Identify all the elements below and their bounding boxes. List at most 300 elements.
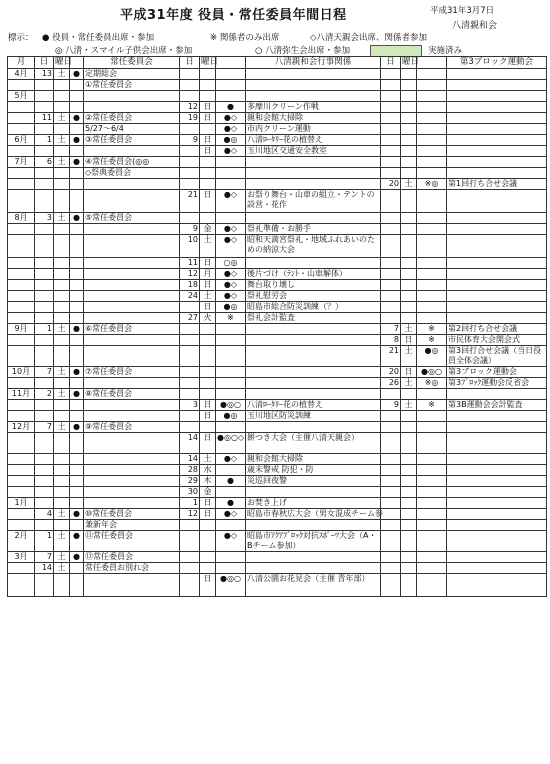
cell-day-2: 21: [180, 190, 200, 213]
cell-mark-3: [417, 520, 447, 531]
cell-month: [8, 80, 35, 91]
cell-event: [246, 367, 381, 378]
table-row: [8, 146, 547, 157]
cell-mark-2: [216, 69, 246, 80]
cell-weekday-2: [200, 179, 216, 190]
cell-month: [8, 411, 35, 422]
cell-day-3: [381, 313, 401, 324]
cell-month: [8, 574, 35, 597]
cell-mark-2: ●◇: [216, 269, 246, 280]
cell-mark: [70, 487, 84, 498]
cell-weekday: 土: [54, 324, 70, 335]
cell-weekday-2: [200, 563, 216, 574]
cell-mark-3: [417, 213, 447, 224]
cell-mark: [70, 476, 84, 487]
cell-day-2: 27: [180, 313, 200, 324]
cell-month: [8, 224, 35, 235]
cell-weekday: [54, 146, 70, 157]
cell-day-3: [381, 531, 401, 552]
cell-mark-2: ●◇: [216, 146, 246, 157]
cell-block-event: [447, 302, 547, 313]
cell-month: [8, 465, 35, 476]
cell-committee: ⑥常任委員会: [84, 324, 180, 335]
cell-day: 11: [35, 113, 54, 124]
cell-month: [8, 400, 35, 411]
cell-mark: ●: [70, 389, 84, 400]
cell-day: 2: [35, 389, 54, 400]
cell-weekday: [54, 433, 70, 454]
cell-mark-3: [417, 313, 447, 324]
cell-day-2: [180, 324, 200, 335]
cell-day-3: [381, 433, 401, 454]
cell-weekday-2: 日: [200, 400, 216, 411]
cell-month: 5月: [8, 91, 35, 102]
cell-weekday-3: [401, 487, 417, 498]
cell-weekday: [54, 190, 70, 213]
cell-month: [8, 258, 35, 269]
table-row: [8, 69, 547, 80]
cell-committee: [84, 179, 180, 190]
cell-mark-2: [216, 389, 246, 400]
cell-weekday-3: [401, 113, 417, 124]
cell-block-event: [447, 102, 547, 113]
table-row: [8, 422, 547, 433]
cell-committee: [84, 258, 180, 269]
cell-day-3: 9: [381, 400, 401, 411]
cell-weekday: [54, 411, 70, 422]
cell-day: [35, 258, 54, 269]
cell-day-2: [180, 411, 200, 422]
cell-day: [35, 574, 54, 597]
cell-block-event: [447, 157, 547, 168]
cell-weekday-2: 土: [200, 235, 216, 258]
cell-mark-2: [216, 422, 246, 433]
cell-month: [8, 346, 35, 367]
cell-mark: ●: [70, 422, 84, 433]
cell-day-3: [381, 291, 401, 302]
cell-mark: [70, 411, 84, 422]
cell-block-event: [447, 389, 547, 400]
cell-weekday-2: [200, 124, 216, 135]
cell-event: 舞台取り壊し: [246, 280, 381, 291]
cell-day: 1: [35, 135, 54, 146]
table-row: [8, 367, 547, 378]
cell-weekday-3: 土: [401, 346, 417, 367]
table-row: [8, 113, 547, 124]
cell-mark-3: ●◎: [417, 346, 447, 367]
cell-weekday-2: [200, 213, 216, 224]
cell-mark-2: ●: [216, 102, 246, 113]
cell-day-3: 26: [381, 378, 401, 389]
cell-day-3: [381, 146, 401, 157]
cell-mark-3: [417, 135, 447, 146]
legend-label: 標示：: [8, 33, 34, 43]
cell-weekday-3: 土: [401, 179, 417, 190]
cell-month: 7月: [8, 157, 35, 168]
cell-day-2: [180, 80, 200, 91]
cell-committee: 兼新年会: [84, 520, 180, 531]
cell-mark-3: [417, 80, 447, 91]
cell-mark-2: ●◇: [216, 454, 246, 465]
cell-mark-2: ●◇: [216, 531, 246, 552]
cell-day: [35, 124, 54, 135]
cell-day: [35, 498, 54, 509]
cell-block-event: [447, 313, 547, 324]
cell-day: [35, 335, 54, 346]
cell-mark-3: ※◎: [417, 179, 447, 190]
cell-weekday: [54, 346, 70, 367]
cell-day-3: [381, 269, 401, 280]
cell-day: [35, 190, 54, 213]
cell-day-2: 11: [180, 258, 200, 269]
header-weekday: 曜日: [55, 57, 73, 67]
cell-month: [8, 269, 35, 280]
cell-mark: [70, 498, 84, 509]
cell-committee: ⑫常任委員会: [84, 552, 180, 563]
cell-committee: [84, 454, 180, 465]
cell-mark-3: [417, 269, 447, 280]
cell-weekday-3: [401, 476, 417, 487]
cell-block-event: [447, 269, 547, 280]
cell-mark: [70, 346, 84, 367]
cell-committee: 5/27～6/4: [84, 124, 180, 135]
cell-day-2: [180, 213, 200, 224]
cell-day: [35, 346, 54, 367]
cell-day-3: [381, 509, 401, 520]
cell-committee: [84, 411, 180, 422]
cell-event: 親和会館大掃除: [246, 454, 381, 465]
cell-committee: [84, 476, 180, 487]
cell-mark-3: [417, 69, 447, 80]
header-weekday-3: 曜日: [402, 57, 420, 67]
cell-event: 八清公園お花見会（主催 青年部）: [246, 574, 381, 597]
cell-day-2: 14: [180, 454, 200, 465]
cell-day-3: [381, 476, 401, 487]
cell-committee: [84, 346, 180, 367]
cell-block-event: 第3ブロック運動会: [447, 367, 547, 378]
cell-month: 8月: [8, 213, 35, 224]
cell-day-3: [381, 302, 401, 313]
cell-block-event: [447, 433, 547, 454]
cell-event: 後片づけ（ﾃﾝﾄ・山車解体）: [246, 269, 381, 280]
cell-month: [8, 509, 35, 520]
cell-mark-3: [417, 102, 447, 113]
table-row: [8, 102, 547, 113]
header-mark-2: [216, 57, 246, 69]
table-row: [8, 324, 547, 335]
cell-weekday-3: [401, 135, 417, 146]
cell-weekday-3: [401, 411, 417, 422]
cell-weekday: [54, 302, 70, 313]
cell-mark: [70, 302, 84, 313]
cell-month: 2月: [8, 531, 35, 552]
cell-day: [35, 291, 54, 302]
legend-item-tenshin: ◇八清天親会出席、関係者参加: [310, 33, 428, 43]
cell-block-event: [447, 213, 547, 224]
cell-day-3: [381, 124, 401, 135]
cell-block-event: [447, 113, 547, 124]
cell-day-2: 12: [180, 509, 200, 520]
cell-event: [246, 168, 381, 179]
cell-mark: [70, 235, 84, 258]
cell-committee: ③常任委員会: [84, 135, 180, 146]
cell-day: [35, 80, 54, 91]
cell-block-event: [447, 80, 547, 91]
cell-day-2: [180, 378, 200, 389]
cell-weekday-2: [200, 91, 216, 102]
cell-day-3: 21: [381, 346, 401, 367]
table-row: [8, 400, 547, 411]
cell-mark: [70, 335, 84, 346]
cell-month: [8, 378, 35, 389]
cell-day-2: 28: [180, 465, 200, 476]
table-row: [8, 378, 547, 389]
cell-day-2: [180, 520, 200, 531]
cell-block-event: [447, 476, 547, 487]
cell-weekday-2: 日: [200, 509, 216, 520]
cell-mark-3: [417, 422, 447, 433]
table-header-row: [8, 57, 547, 69]
cell-month: [8, 235, 35, 258]
cell-mark-3: [417, 411, 447, 422]
cell-day: [35, 454, 54, 465]
cell-committee: ②常任委員会: [84, 113, 180, 124]
cell-mark-3: [417, 487, 447, 498]
cell-block-event: [447, 224, 547, 235]
table-row: [8, 531, 547, 552]
document-date: 平成31年3月7日: [430, 6, 495, 16]
cell-mark-3: [417, 574, 447, 597]
cell-weekday-2: [200, 552, 216, 563]
cell-month: [8, 302, 35, 313]
cell-day: [35, 313, 54, 324]
cell-month: [8, 563, 35, 574]
cell-block-event: [447, 520, 547, 531]
cell-event: [246, 563, 381, 574]
cell-weekday-2: 水: [200, 465, 216, 476]
cell-day-2: [180, 146, 200, 157]
cell-event: 餅つき大会（主催八清天親会）: [246, 433, 381, 454]
cell-day-2: 30: [180, 487, 200, 498]
cell-day: 3: [35, 213, 54, 224]
table-row: [8, 346, 547, 367]
cell-event: [246, 520, 381, 531]
cell-weekday-2: 日: [200, 113, 216, 124]
cell-event: [246, 91, 381, 102]
cell-committee: [84, 433, 180, 454]
cell-weekday-2: 土: [200, 291, 216, 302]
cell-block-event: [447, 411, 547, 422]
cell-mark-2: [216, 324, 246, 335]
cell-day-3: [381, 465, 401, 476]
cell-day: [35, 168, 54, 179]
table-row: [8, 498, 547, 509]
table-row: [8, 302, 547, 313]
cell-event: 多摩川クリーン作戦: [246, 102, 381, 113]
cell-weekday: 土: [54, 531, 70, 552]
cell-day-3: 7: [381, 324, 401, 335]
cell-event: [246, 346, 381, 367]
cell-day-3: [381, 190, 401, 213]
cell-mark-2: ●◇: [216, 190, 246, 213]
cell-weekday-2: [200, 520, 216, 531]
cell-weekday: 土: [54, 69, 70, 80]
cell-event: 災巡回夜警: [246, 476, 381, 487]
cell-day-2: 18: [180, 280, 200, 291]
cell-mark: [70, 269, 84, 280]
cell-mark: [70, 433, 84, 454]
cell-month: 11月: [8, 389, 35, 400]
cell-mark-3: [417, 235, 447, 258]
header-committee: 常任委員会: [84, 57, 180, 69]
cell-weekday-2: 日: [200, 498, 216, 509]
cell-weekday-3: [401, 465, 417, 476]
cell-weekday: 土: [54, 563, 70, 574]
cell-day-2: [180, 335, 200, 346]
cell-event: [246, 378, 381, 389]
cell-weekday-2: [200, 324, 216, 335]
cell-month: [8, 102, 35, 113]
cell-block-event: [447, 91, 547, 102]
cell-month: [8, 280, 35, 291]
cell-block-event: [447, 498, 547, 509]
cell-weekday: 土: [54, 389, 70, 400]
cell-event: 祭礼会計監査: [246, 313, 381, 324]
cell-block-event: [447, 146, 547, 157]
header-block-sports: 第3ブロック運動会: [447, 57, 547, 69]
cell-day-2: 29: [180, 476, 200, 487]
table-row: [8, 235, 547, 258]
cell-weekday-3: [401, 389, 417, 400]
cell-mark: ●: [70, 531, 84, 552]
cell-mark-3: [417, 563, 447, 574]
cell-day-3: [381, 411, 401, 422]
cell-mark-3: ※: [417, 335, 447, 346]
cell-weekday: 土: [54, 367, 70, 378]
cell-day: [35, 302, 54, 313]
cell-weekday-3: [401, 146, 417, 157]
table-row: [8, 313, 547, 324]
cell-day: 1: [35, 324, 54, 335]
cell-weekday-2: [200, 80, 216, 91]
cell-committee: ⑤常任委員会: [84, 213, 180, 224]
cell-event: [246, 258, 381, 269]
cell-mark-3: ●◎○: [417, 367, 447, 378]
cell-weekday-3: [401, 433, 417, 454]
cell-mark-2: [216, 157, 246, 168]
cell-weekday: [54, 124, 70, 135]
cell-block-event: [447, 168, 547, 179]
cell-day-2: [180, 563, 200, 574]
cell-weekday: 土: [54, 422, 70, 433]
cell-day: 7: [35, 422, 54, 433]
cell-committee: [84, 102, 180, 113]
cell-day-3: [381, 213, 401, 224]
cell-mark-3: [417, 157, 447, 168]
table-row: [8, 411, 547, 422]
cell-committee: [84, 487, 180, 498]
cell-day-2: [180, 168, 200, 179]
cell-block-event: [447, 235, 547, 258]
cell-mark: [70, 291, 84, 302]
cell-mark-3: [417, 291, 447, 302]
table-row: [8, 454, 547, 465]
cell-mark-2: ●◎○◇: [216, 433, 246, 454]
cell-day-2: [180, 91, 200, 102]
cell-weekday: [54, 235, 70, 258]
table-row: [8, 168, 547, 179]
cell-weekday-3: [401, 498, 417, 509]
cell-day-3: [381, 487, 401, 498]
schedule-table: [7, 56, 547, 597]
cell-weekday: [54, 291, 70, 302]
cell-weekday-3: [401, 520, 417, 531]
cell-event: 昭島市総合防災訓練（？）: [246, 302, 381, 313]
cell-weekday: [54, 224, 70, 235]
cell-day-3: [381, 280, 401, 291]
cell-month: 10月: [8, 367, 35, 378]
cell-weekday-2: 日: [200, 258, 216, 269]
cell-committee: ⑩常任委員会: [84, 509, 180, 520]
cell-mark: [70, 168, 84, 179]
cell-weekday-2: [200, 367, 216, 378]
cell-day-2: [180, 389, 200, 400]
cell-weekday-2: [200, 335, 216, 346]
cell-mark-2: [216, 168, 246, 179]
cell-mark-2: ●◇: [216, 113, 246, 124]
cell-weekday: [54, 465, 70, 476]
cell-block-event: [447, 454, 547, 465]
cell-day-2: 12: [180, 102, 200, 113]
cell-day: [35, 378, 54, 389]
header-mark-3: [417, 57, 447, 69]
cell-committee: [84, 280, 180, 291]
table-row: [8, 520, 547, 531]
cell-mark-3: [417, 531, 447, 552]
cell-weekday: [54, 476, 70, 487]
cell-day-3: [381, 168, 401, 179]
cell-month: 6月: [8, 135, 35, 146]
schedule-body: [8, 69, 547, 597]
cell-month: [8, 291, 35, 302]
header-month: 月: [8, 57, 35, 69]
cell-mark-2: ●◇: [216, 291, 246, 302]
legend-item-kodomo: ◎ 八清・スマイル子供会出席・参加: [55, 46, 193, 56]
cell-day-2: [180, 531, 200, 552]
cell-weekday-3: [401, 69, 417, 80]
cell-weekday-2: 日: [200, 302, 216, 313]
cell-mark-3: [417, 168, 447, 179]
cell-weekday-2: 日: [200, 190, 216, 213]
cell-weekday: [54, 454, 70, 465]
cell-mark-2: [216, 80, 246, 91]
cell-weekday-3: [401, 269, 417, 280]
cell-event: 祭礼準備・お勝手: [246, 224, 381, 235]
table-row: [8, 487, 547, 498]
table-row: [8, 124, 547, 135]
cell-mark-3: [417, 476, 447, 487]
cell-month: 12月: [8, 422, 35, 433]
cell-mark-3: [417, 302, 447, 313]
cell-mark: ●: [70, 367, 84, 378]
cell-weekday-2: 金: [200, 487, 216, 498]
cell-weekday: [54, 80, 70, 91]
cell-weekday-3: [401, 258, 417, 269]
cell-day-2: [180, 302, 200, 313]
cell-weekday: [54, 91, 70, 102]
cell-weekday: [54, 400, 70, 411]
cell-event: 昭和天満宮祭礼・地域ふれあいのための納涼大会: [246, 235, 381, 258]
